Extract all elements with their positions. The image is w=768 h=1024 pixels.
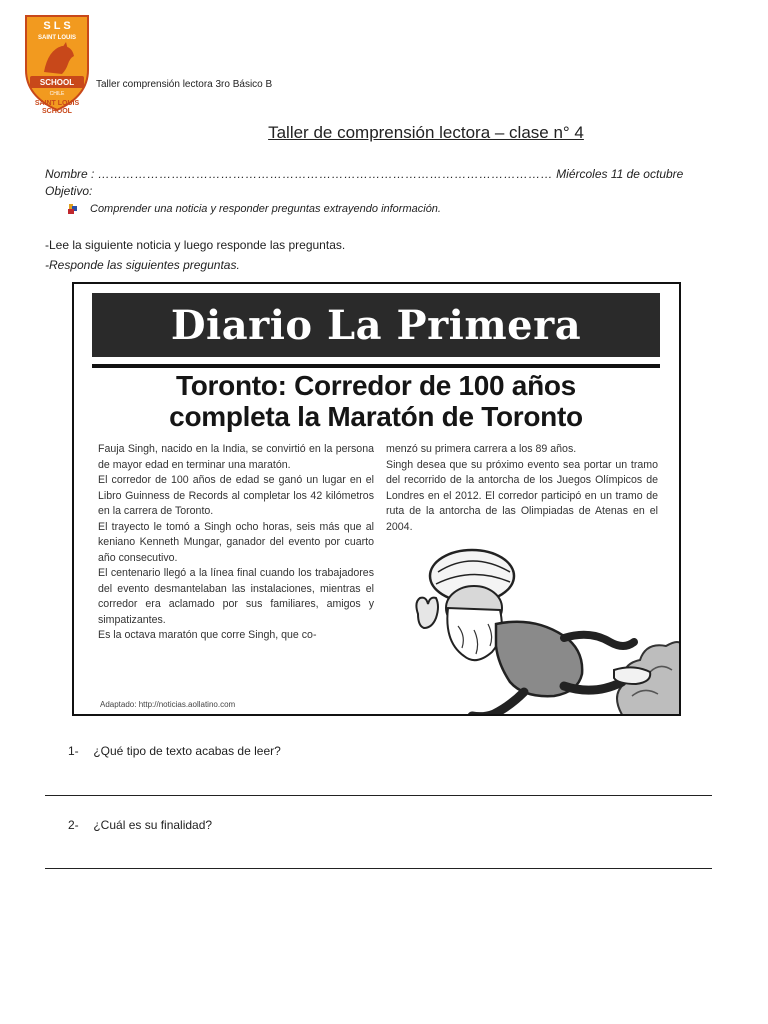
answer-line-1[interactable] [45,795,712,796]
article-paragraph: Fauja Singh, nacido en la India, se convirtió en la persona de mayor edad en terminar una maratón. [98,443,374,471]
question-text: ¿Qué tipo de texto acabas de leer? [93,744,281,758]
news-headline [92,370,660,432]
logo-caption-line1: SAINT LOUIS [34,100,80,107]
article-paragraph: El trayecto le tomó a Singh ocho horas, seis más que al keniano Kenneth Mungar, ganador del evento por cuarto año consecutivo. [98,520,374,564]
page-title-text: Taller de comprensión lectora – clase n° 4 [268,123,584,142]
logo-ribbon-sub: CHILE [49,91,65,97]
question-number: 2- [68,818,79,832]
answer-line-2[interactable] [45,868,712,869]
masthead-rule [92,364,660,368]
objective-label: Objetivo: [45,184,93,198]
masthead-title: Diario La Primera [170,301,582,349]
name-label: Nombre : [45,167,95,181]
article-paragraph: El centenario llegó a la línea final cuando los trabajadores del evento desmantelaban las instalaciones, mientras el corredor era aclamado por sus familiares, amigos y simpatizantes. [98,567,374,626]
article-column-right [386,442,658,535]
logo-ribbon-text: SCHOOL [39,78,75,87]
bullet-icon [66,203,78,215]
instruction-answer: -Responde las siguientes preguntas. [45,258,240,272]
question-number: 1- [68,744,79,758]
date-text: Miércoles 11 de octubre [556,167,684,181]
headline-line-1: Toronto: Corredor de 100 años [176,370,576,401]
article-paragraph: menzó su primera carrera a los 89 años. [386,443,577,455]
question-1 [68,744,281,758]
article-column-left [98,442,374,644]
question-2 [68,818,212,832]
objective-text: Comprender una noticia y responder preguntas extrayendo información. [90,203,441,215]
article-paragraph: El corredor de 100 años de edad se ganó un lugar en el Libro Guinness de Records al completar los 42 kilómetros en la carrera de Toronto. [98,474,374,517]
objective-item [66,203,441,215]
logo-top-text: S L S [43,20,71,32]
course-header: Taller comprensión lectora 3ro Básico B [96,79,273,90]
question-text: ¿Cuál es su finalidad? [93,818,213,832]
instruction-read: -Lee la siguiente noticia y luego responde las preguntas. [45,238,346,252]
logo-banner-text: SAINT LOUIS [37,35,77,41]
newspaper-clipping [72,282,681,716]
logo-caption [18,100,96,116]
name-field[interactable]: ………………………………………………………………………………………………… [97,167,553,181]
newspaper-masthead [92,293,660,357]
runner-illustration [414,546,681,716]
article-paragraph: Singh desea que su próximo evento sea portar un tramo del recorrido de la antorcha de los Juegos Olímpicos de Londres en el 2012. El corredor participó en un tramo de ruta de la antorcha de las Olimpiadas de Atenas en el 2004. [386,458,658,533]
news-source: Adaptado: http://noticias.aollatino.com [100,700,236,709]
name-line [45,167,683,181]
article-paragraph: Es la octava maratón que corre Singh, que co- [98,629,317,641]
page-title [0,123,768,143]
headline-line-2: completa la Maratón de Toronto [169,401,583,432]
logo-caption-line2: SCHOOL [42,108,72,115]
